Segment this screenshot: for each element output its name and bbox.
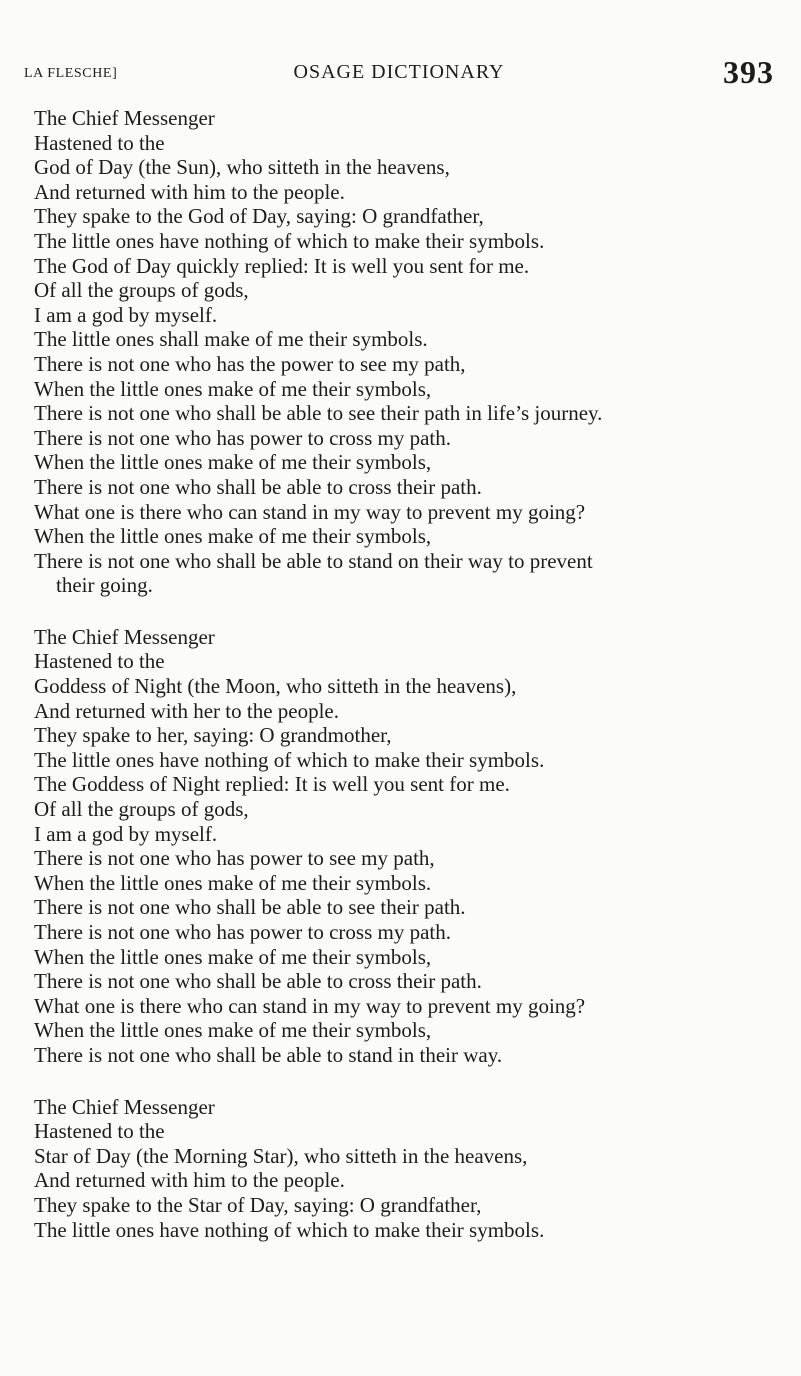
verse-line: Hastened to the <box>34 649 165 674</box>
verse-line: They spake to her, saying: O grandmother, <box>34 723 392 748</box>
verse-line: The little ones have nothing of which to make their symbols. <box>34 747 545 772</box>
verse-line: There is not one who shall be able to stand on their way to prevent <box>34 548 593 573</box>
verse-line: There is not one who shall be able to stand in their way. <box>34 1042 503 1067</box>
verse-line: Hastened to the <box>34 130 165 155</box>
verse-line: They spake to the Star of Day, saying: O grandfather, <box>34 1192 482 1217</box>
verse-line: The Chief Messenger <box>34 624 215 649</box>
poem-body <box>34 106 796 1269</box>
verse-line: The Chief Messenger <box>34 106 215 130</box>
verse-line: When the little ones make of me their symbols, <box>34 450 432 475</box>
verse-line: When the little ones make of me their symbols, <box>34 524 432 549</box>
verse-line: What one is there who can stand in my way to prevent my going? <box>34 499 586 524</box>
verse-line: There is not one who has the power to see my path, <box>34 351 466 376</box>
page-number: 393 <box>723 54 774 90</box>
verse-line: There is not one who shall be able to see their path. <box>34 895 466 920</box>
verse-line: When the little ones make of me their symbols, <box>34 944 432 969</box>
verse-line: The little ones shall make of me their symbols. <box>34 327 428 352</box>
verse-line: There is not one who shall be able to cross their path. <box>34 969 482 994</box>
verse-line: When the little ones make of me their symbols, <box>34 1018 432 1043</box>
verse-line: Star of Day (the Morning Star), who sitteth in the heavens, <box>34 1143 528 1168</box>
verse-line: They spake to the God of Day, saying: O grandfather, <box>34 204 484 229</box>
verse-line: There is not one who shall be able to cross their path. <box>34 474 482 499</box>
verse-line: Hastened to the <box>34 1119 165 1144</box>
verse-line: And returned with him to the people. <box>34 179 345 204</box>
verse-line: Of all the groups of gods, <box>34 278 249 303</box>
verse-line: The little ones have nothing of which to make their symbols. <box>34 228 545 253</box>
verse-line: What one is there who can stand in my way to prevent my going? <box>34 993 586 1018</box>
verse-line: The Goddess of Night replied: It is well you sent for me. <box>34 772 510 797</box>
stanza-god-of-day <box>34 106 796 598</box>
running-head <box>24 54 774 90</box>
verse-line: And returned with him to the people. <box>34 1168 345 1193</box>
running-head-author: LA FLESCHE] <box>24 66 118 81</box>
verse-line: Goddess of Night (the Moon, who sitteth in the heavens), <box>34 674 517 699</box>
verse-line: When the little ones make of me their symbols, <box>34 376 432 401</box>
verse-line: I am a god by myself. <box>34 302 218 327</box>
verse-line: There is not one who has power to see my path, <box>34 846 435 871</box>
verse-line: Of all the groups of gods, <box>34 797 249 822</box>
verse-line-continuation: their going. <box>56 573 153 598</box>
stanza-goddess-of-night <box>34 625 796 1068</box>
verse-line: The God of Day quickly replied: It is well you sent for me. <box>34 253 530 278</box>
verse-line: The little ones have nothing of which to make their symbols. <box>34 1217 545 1242</box>
running-head-title: OSAGE DICTIONARY <box>293 61 505 83</box>
verse-line: There is not one who shall be able to see their path in life’s journey. <box>34 401 603 426</box>
verse-line: God of Day (the Sun), who sitteth in the heavens, <box>34 155 450 180</box>
verse-line: And returned with her to the people. <box>34 698 339 723</box>
verse-line: The Chief Messenger <box>34 1094 215 1119</box>
verse-line: I am a god by myself. <box>34 821 218 846</box>
verse-line: There is not one who has power to cross my path. <box>34 920 451 944</box>
verse-line: When the little ones make of me their symbols. <box>34 870 432 895</box>
stanza-star-of-day <box>34 1095 796 1243</box>
verse-line: There is not one who has power to cross my path. <box>34 425 451 450</box>
